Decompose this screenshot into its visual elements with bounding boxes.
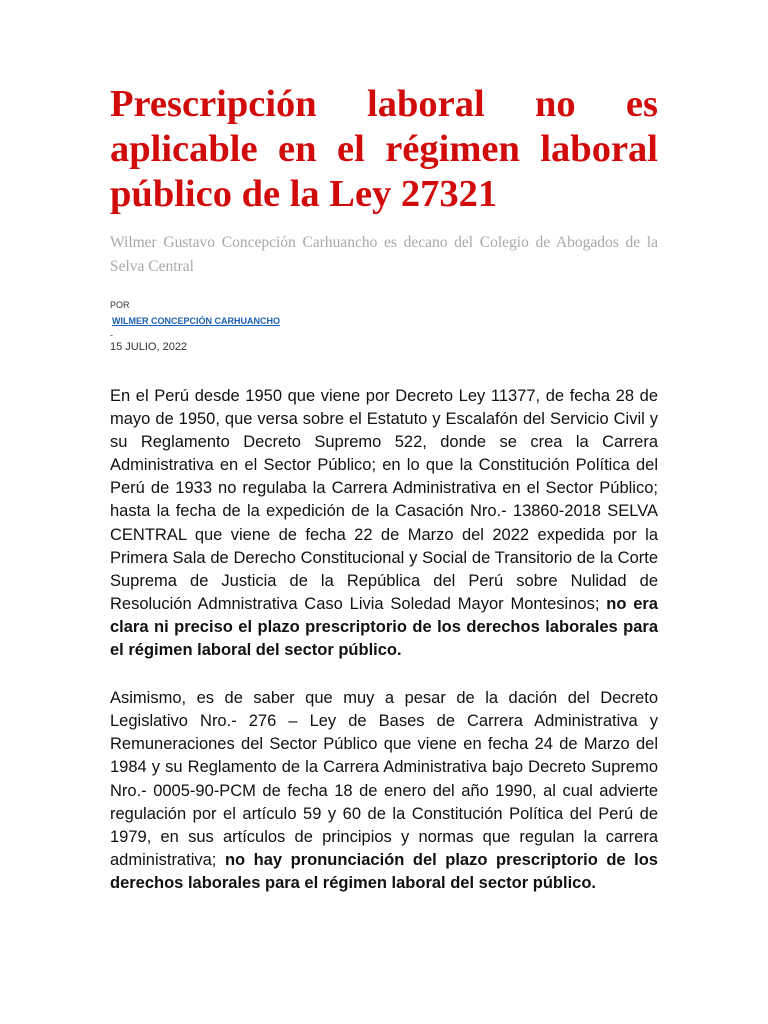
paragraph-2-bold: no hay pronunciación del plazo prescriptorio de los derechos laborales para el régimen laboral del sector público.: [110, 850, 658, 892]
paragraph-1-bold: no era clara ni preciso el plazo prescriptorio de los derechos laborales para el régimen laboral del sector público.: [110, 594, 658, 660]
author-link[interactable]: WILMER CONCEPCIÓN CARHUANCHO: [112, 316, 280, 326]
paragraph-1-text: En el Perú desde 1950 que viene por Decreto Ley 11377, de fecha 28 de mayo de 1950, que versa sobre el Estatuto y Escalafón del Servicio Civil y su Reglamento Decreto Supremo 522, donde se crea la Carrera Administrativa en el Sector Público; en lo que la Constitución Política del Perú de 1933 no regulaba la Carrera Administrativa en el Sector Público; hasta la fecha de la expedición de la Casación Nro.- 13860-2018 SELVA CENTRAL que viene de fecha 22 de Marzo del 2022 expedida por la Primera Sala de Derecho Constitucional y Social de Transitorio de la Corte Suprema de Justicia de la República del Perú sobre Nulidad de Resolución Admnistrativa Caso Livia Soledad Mayor Montesinos;: [110, 387, 658, 613]
by-label: POR: [110, 300, 130, 310]
paragraph-2-text: Asimismo, es de saber que muy a pesar de la dación del Decreto Legislativo Nro.- 276 – Ley de Bases de Carrera Administrativa y Remuneraciones del Sector Público que viene en fecha 24 de Marzo del 1984 y su Reglamento de la Carrera Administrativa bajo Decreto Supremo Nro.- 0005-90-PCM de fecha 18 de enero del año 1990, al cual advierte regulación por el artículo 59 y 60 de la Constitución Política del Perú de 1979, en sus artículos de principios y normas que regulan la carrera administrativa;: [110, 689, 658, 869]
paragraph-2: [110, 687, 658, 895]
byline-separator: -: [110, 330, 113, 340]
article-subtitle: Wilmer Gustavo Concepción Carhuancho es decano del Colegio de Abogados de la Selva Central: [110, 234, 658, 275]
paragraph-1: [110, 385, 658, 662]
publish-date: 15 JULIO, 2022: [110, 341, 188, 353]
article-title: Prescripción laboral no es aplicable en el régimen laboral público de la Ley 27321: [110, 83, 658, 215]
byline: [110, 299, 658, 354]
article: [110, 82, 658, 895]
